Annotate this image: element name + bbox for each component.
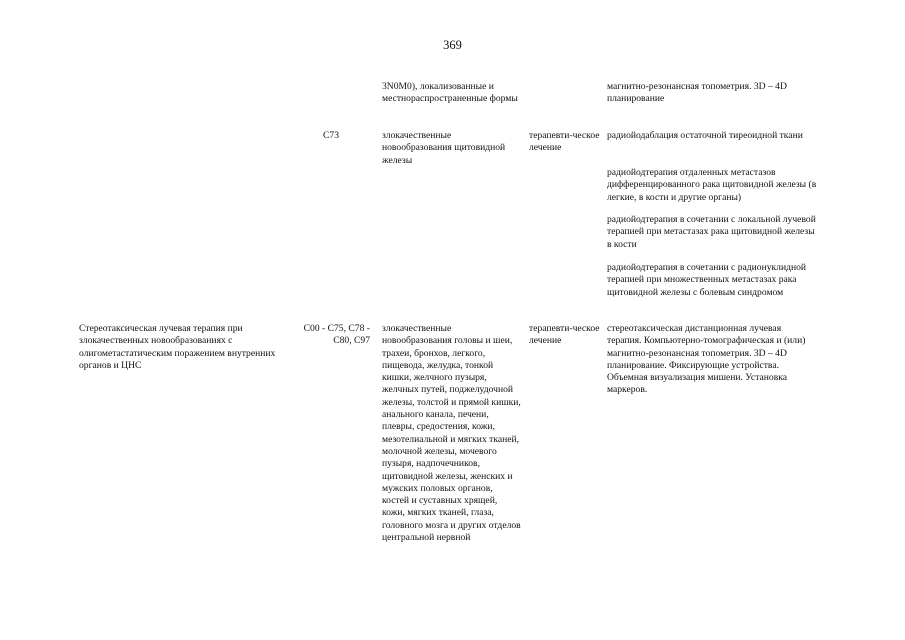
treatment-type-cell: терапевти-ческое лечение bbox=[529, 323, 600, 347]
treatment-description: стереотаксическая дистанционная лучевая терапия. Компьютерно-томографическая и (или) магнитно-резонансная топометрия. 3D – 4D планирование. Фиксирующие устройства. Объемная визуализация мишени. Установка маркеров. bbox=[607, 323, 806, 396]
disease-cell: злокачественные новообразования щитовидной железы bbox=[382, 130, 506, 166]
icd-code-cell: C00 - C75, C78 - C80, C97 bbox=[303, 323, 370, 347]
disease-cell: злокачественные новообразования головы и шеи, трахеи, бронхов, легкого, пищевода, желудка, тонкой кишки, желчного пузыря, желчных путей, поджелудочной железы, толстой и прямой кишки, анального канала, печени, плевры, средостения, кожи, мезотелиальной и мягких тканей, молочной железы, мочевого пузыря, надпочечников, щитовидной железы, женских и мужских половых органов, костей и суставных хрящей, кожи, мягких тканей, глаза, головного мозга и других отделов центральной нервной bbox=[382, 323, 521, 544]
treatment-type-cell: терапевти-ческое лечение bbox=[529, 130, 600, 154]
treatment-description: радиойодтерапия отдаленных метастазов дифференцированного рака щитовидной железы (в легкие, в кости и другие органы) bbox=[607, 167, 817, 203]
treatment-description: радиойодаблация остаточной тиреоидной ткани bbox=[607, 130, 803, 141]
treatment-description: радиойодтерапия в сочетании с локальной лучевой терапией при метастазах рака щитовидной железы в кости bbox=[607, 214, 816, 250]
icd-code-cell: C73 bbox=[323, 130, 339, 141]
method-cell: Стереотаксическая лучевая терапия при злокачественных новообразованиях с олигометастатическим поражением внутренних органов и ЦНС bbox=[79, 323, 276, 371]
treatment-description: магнитно-резонансная топометрия. 3D – 4D планирование bbox=[607, 81, 787, 105]
page-number: 369 bbox=[443, 38, 462, 52]
treatment-description: радиойодтерапия в сочетании с радионуклидной терапией при множественных метастазах рака щитовидной железы с болевым синдромом bbox=[607, 262, 807, 298]
disease-cell: 3N0M0), локализованные и местнораспространенные формы bbox=[382, 81, 518, 105]
